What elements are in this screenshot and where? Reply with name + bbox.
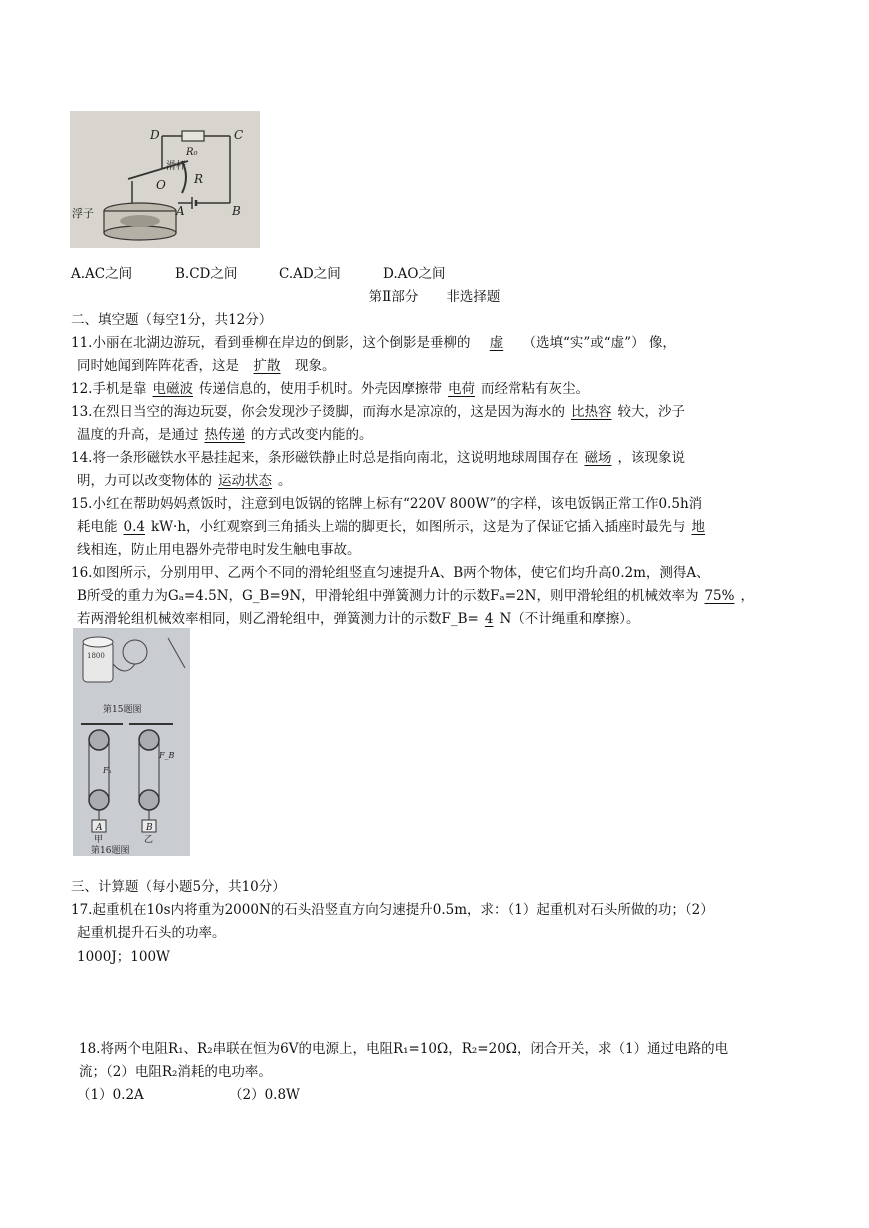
q12-answer2: 电荷 bbox=[447, 381, 475, 397]
q14-text4: 。 bbox=[278, 473, 292, 489]
q14-answer2: 运动状态 bbox=[218, 473, 272, 489]
part2-title: 第Ⅱ部分 bbox=[368, 289, 419, 305]
meter-reading: 1800 bbox=[87, 652, 105, 660]
q11-text4: 现象。 bbox=[295, 358, 336, 374]
label-o: O bbox=[156, 178, 166, 192]
q10-options bbox=[71, 265, 445, 283]
q15-answer2: 地 bbox=[691, 519, 706, 535]
q13-line2 bbox=[77, 426, 373, 444]
q14-line1 bbox=[71, 449, 685, 467]
q13-answer2: 热传递 bbox=[204, 427, 245, 443]
q16-line1: 16.如图所示，分别用甲、乙两个不同的滑轮组竖直匀速提升A、B两个物体，使它们均升高0.2m，测得A、 bbox=[71, 565, 710, 581]
q15-line3: 线相连，防止用电器外壳带电时发生触电事故。 bbox=[77, 542, 361, 558]
q13-text1: 13.在烈日当空的海边玩耍，你会发现沙子烫脚，而海水是凉凉的，这是因为海水的 bbox=[71, 404, 565, 420]
option-d: D.AO之间 bbox=[383, 266, 446, 282]
q13-text2: 较大，沙子 bbox=[617, 404, 685, 420]
q13-text4: 的方式改变内能的。 bbox=[251, 427, 373, 443]
q14-answer1: 磁场 bbox=[584, 450, 612, 466]
q11-text2: （选填“实”或“虚”） 像， bbox=[522, 335, 676, 351]
label-lever: 滑杆 bbox=[166, 161, 186, 172]
q18-answers bbox=[77, 1086, 300, 1104]
label-a: A bbox=[176, 204, 185, 218]
q16-answer1: 75% bbox=[704, 588, 735, 604]
label-r: R bbox=[194, 172, 204, 186]
q11-text1: 11.小丽在北湖边游玩，看到垂柳在岸边的倒影，这个倒影是垂柳的 bbox=[71, 335, 471, 351]
q12-text1: 12.手机是靠 bbox=[71, 381, 147, 397]
q16-line2 bbox=[77, 587, 754, 605]
q14-line2 bbox=[77, 472, 292, 490]
q12-text3: 而经常粘有灰尘。 bbox=[480, 381, 589, 397]
option-c: C.AD之间 bbox=[279, 266, 341, 282]
q16-text1: B所受的重力为Gₐ=4.5N，G_B=9N，甲滑轮组中弹簧测力计的示数Fₐ=2N，则甲滑轮组的机械效率为 bbox=[77, 588, 699, 604]
label-yi: 乙 bbox=[144, 835, 154, 845]
q18-answer2: （2）0.8W bbox=[229, 1087, 300, 1103]
q15-text1: 耗电能 bbox=[77, 519, 118, 535]
label-c: C bbox=[234, 128, 244, 142]
q11-answer2: 扩散 bbox=[253, 358, 281, 374]
q15-line2 bbox=[77, 518, 711, 536]
q16-text4: N（不计绳重和摩擦）。 bbox=[499, 611, 640, 627]
q15-line1: 15.小红在帮助妈妈煮饭时，注意到电饭锅的铭牌上标有“220V 800W”的字样，该电饭锅正常工作0.5h消 bbox=[71, 496, 703, 512]
q17-line2: 起重机提升石头的功率。 bbox=[77, 925, 226, 941]
q16-line3 bbox=[77, 610, 640, 628]
part2-subtitle: 非选择题 bbox=[446, 289, 501, 305]
q11-line1 bbox=[71, 334, 676, 352]
q18-line2: 流；（2）电阻R₂消耗的电功率。 bbox=[79, 1064, 272, 1080]
float-circuit-diagram bbox=[70, 111, 260, 248]
q14-text3: 明，力可以改变物体的 bbox=[77, 473, 212, 489]
force-fb-label: F_B bbox=[159, 751, 175, 760]
q13-line1 bbox=[71, 403, 685, 421]
q11-text3: 同时她闻到阵阵花香，这是 bbox=[77, 358, 239, 374]
q17-answer: 1000J；100W bbox=[77, 949, 170, 965]
q12-line1 bbox=[71, 380, 589, 398]
q13-text3: 温度的升高，是通过 bbox=[77, 427, 199, 443]
q13-answer1: 比热容 bbox=[570, 404, 612, 420]
label-r0: R₀ bbox=[186, 147, 198, 158]
force-fa-label: Fₐ bbox=[103, 766, 112, 775]
q17-line1: 17.起重机在10s内将重为2000N的石头沿竖直方向匀速提升0.5m，求：（1）起重机对石头所做的功；（2） bbox=[71, 902, 714, 918]
option-a: A.AC之间 bbox=[71, 266, 133, 282]
label-float: 浮子 bbox=[72, 207, 94, 220]
label-jia: 甲 bbox=[94, 835, 104, 845]
q12-answer1: 电磁波 bbox=[152, 381, 193, 397]
q16-text3: 若两滑轮组机械效率相同，则乙滑轮组中，弹簧测力计的示数F_B= bbox=[77, 611, 479, 627]
q14-text1: 14.将一条形磁铁水平悬挂起来，条形磁铁静止时总是指向南北，这说明地球周围存在 bbox=[71, 450, 579, 466]
q18-line1: 18.将两个电阻R₁、R₂串联在恒为6V的电源上，电阻R₁=10Ω，R₂=20Ω，闭合开关，求（1）通过电路的电 bbox=[79, 1041, 729, 1057]
pulley-figure bbox=[73, 628, 190, 856]
pulley-diagram bbox=[73, 628, 190, 856]
q18-answer1: （1）0.2A bbox=[77, 1087, 144, 1103]
q16-text2: ， bbox=[740, 588, 754, 604]
section3-title: 三、计算题（每小题5分，共10分） bbox=[71, 879, 286, 895]
block-b-label: B bbox=[146, 823, 153, 833]
caption-15: 第15题图 bbox=[103, 705, 142, 715]
label-d: D bbox=[150, 128, 160, 142]
q14-text2: ，该现象说 bbox=[617, 450, 685, 466]
section2-title: 二、填空题（每空1分，共12分） bbox=[71, 312, 273, 328]
q12-text2: 传递信息的，使用手机时。外壳因摩擦带 bbox=[198, 381, 442, 397]
q11-line2 bbox=[77, 357, 336, 375]
q15-answer1: 0.4 bbox=[123, 519, 145, 535]
float-circuit-figure bbox=[70, 111, 260, 248]
part2-heading bbox=[0, 288, 869, 306]
q16-answer2: 4 bbox=[484, 611, 494, 627]
option-b: B.CD之间 bbox=[175, 266, 238, 282]
block-a-label: A bbox=[96, 823, 103, 833]
caption-16: 第16题图 bbox=[91, 846, 130, 856]
q15-text2: kW·h，小红观察到三角插头上端的脚更长，如图所示，这是为了保证它插入插座时最先与 bbox=[150, 519, 686, 535]
label-b: B bbox=[232, 204, 241, 218]
q11-answer1: 虚 bbox=[489, 335, 504, 351]
